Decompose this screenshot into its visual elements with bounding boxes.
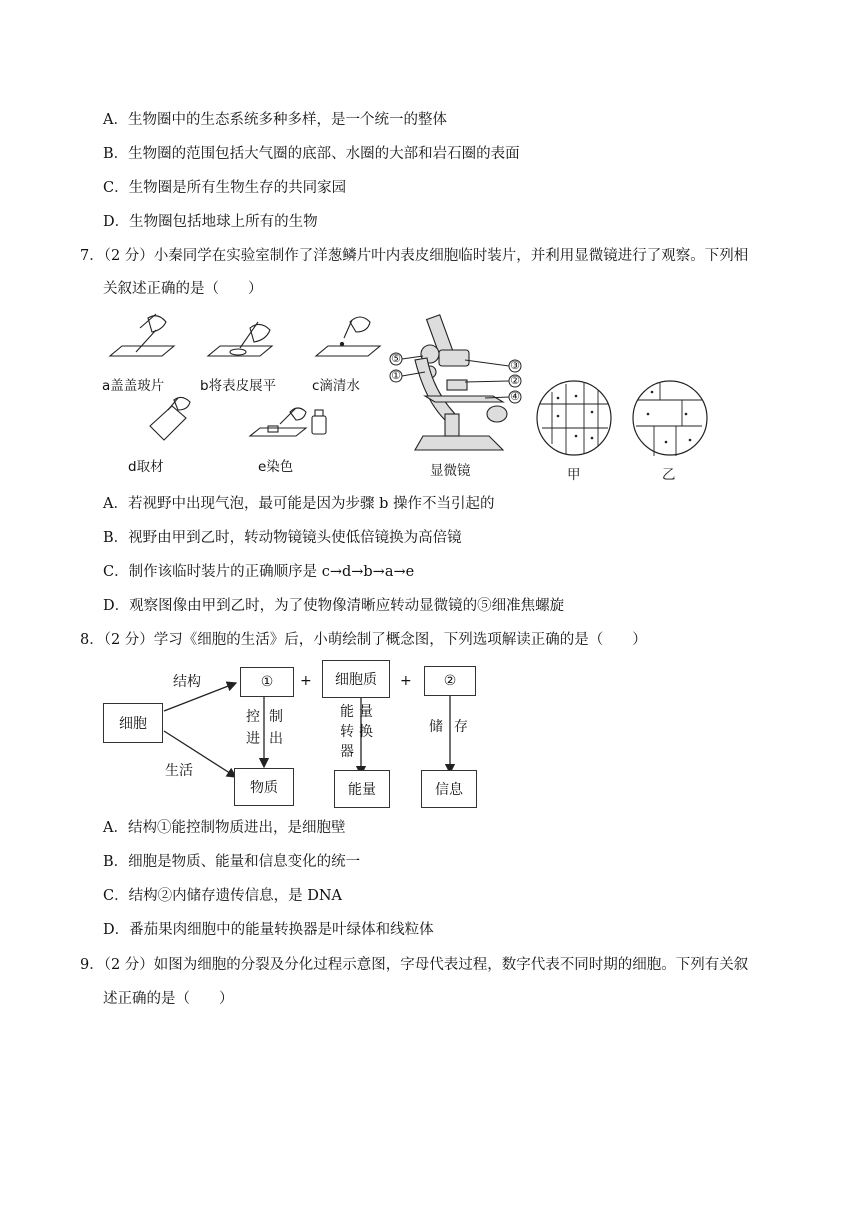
q7-option-d: D．观察图像由甲到乙时，为了使物像清晰应转动显微镜的⑤细准焦螺旋 (103, 598, 565, 614)
view-jia-caption: 甲 (567, 467, 581, 483)
q8-option-a: A．结构①能控制物质进出，是细胞壁 (103, 820, 346, 836)
q8-option-b: B．细胞是物质、能量和信息变化的统一 (103, 854, 361, 870)
q7-stem-line1: 7．（2 分）小秦同学在实验室制作了洋葱鳞片叶内表皮细胞临时装片，并利用显微镜进行了观察。下列相 (80, 248, 749, 264)
step-c-label: c滴清水 (312, 378, 360, 394)
structure-label: 结构 (173, 674, 201, 690)
onion-d-icon (150, 406, 186, 440)
view-jia-circle (537, 381, 611, 455)
control-label-2: 制 (269, 709, 283, 725)
cell-box: 细胞 (103, 703, 163, 743)
microscope-caption: 显微镜 (430, 463, 471, 479)
view-circles (536, 378, 716, 462)
plus-sign-1: + (300, 673, 312, 689)
part-1: ① (391, 369, 401, 382)
plus-sign-2: + (400, 673, 412, 689)
step-d-label: d取材 (128, 459, 164, 475)
part-4: ④ (510, 390, 520, 403)
q9-stem-line2: 述正确的是（ ） (103, 991, 234, 1007)
q7-stem-line2: 关叙述正确的是（ ） (103, 281, 263, 297)
slide-c-icon (316, 346, 380, 356)
q6-option-b: B．生物圈的范围包括大气圈的底部、水圈的大部和岩石圈的表面 (103, 146, 520, 162)
info-box: 信息 (421, 770, 477, 808)
cytoplasm-box: 细胞质 (322, 660, 390, 698)
control-label-4: 出 (269, 731, 283, 747)
control-label-1: 控 (246, 709, 260, 725)
q8-stem: 8．（2 分）学习《细胞的生活》后，小萌绘制了概念图，下列选项解读正确的是（ ） (80, 632, 647, 648)
q7-option-c: C．制作该临时装片的正确顺序是 c→d→b→a→e (103, 564, 415, 580)
step-a-label: a盖盖玻片 (102, 378, 165, 394)
control-label-3: 进 (246, 731, 260, 747)
q6-option-c: C．生物圈是所有生物生存的共同家园 (103, 180, 347, 196)
step-b-label: b将表皮展平 (200, 378, 277, 394)
q8-option-c: C．结构②内储存遗传信息，是 DNA (103, 888, 342, 904)
q7-option-a: A．若视野中出现气泡，最可能是因为步骤 b 操作不当引起的 (103, 496, 495, 512)
structure-2-box: ② (424, 666, 476, 696)
energy-box: 能量 (334, 770, 390, 808)
q6-option-d: D．生物圈包括地球上所有的生物 (103, 214, 318, 230)
q8-option-d: D．番茄果肉细胞中的能量转换器是叶绿体和线粒体 (103, 922, 434, 938)
q9-stem-line1: 9．（2 分）如图为细胞的分裂及分化过程示意图，字母代表过程，数字代表不同时期的细胞。下列有关叙 (80, 957, 749, 973)
view-yi-circle (633, 381, 707, 455)
step-e-label: e染色 (258, 459, 294, 475)
part-3: ③ (510, 359, 520, 372)
q7-option-b: B．视野由甲到乙时，转动物镜镜头使低倍镜换为高倍镜 (103, 530, 462, 546)
bottle-icon (312, 416, 326, 434)
microscope-icon (385, 310, 525, 460)
store-label-1: 储 (429, 719, 443, 735)
matter-box: 物质 (234, 768, 294, 806)
part-5: ⑤ (391, 352, 401, 365)
life-label: 生活 (165, 763, 193, 779)
view-yi-caption: 乙 (662, 467, 676, 483)
q6-option-a: A．生物圈中的生态系统多种多样，是一个统一的整体 (103, 112, 447, 128)
energy-converter-label: 能量转换器 (340, 704, 378, 760)
slide-a-icon (110, 346, 174, 356)
structure-1-box: ① (240, 667, 294, 697)
store-label-2: 存 (454, 719, 468, 735)
part-2: ② (510, 374, 520, 387)
